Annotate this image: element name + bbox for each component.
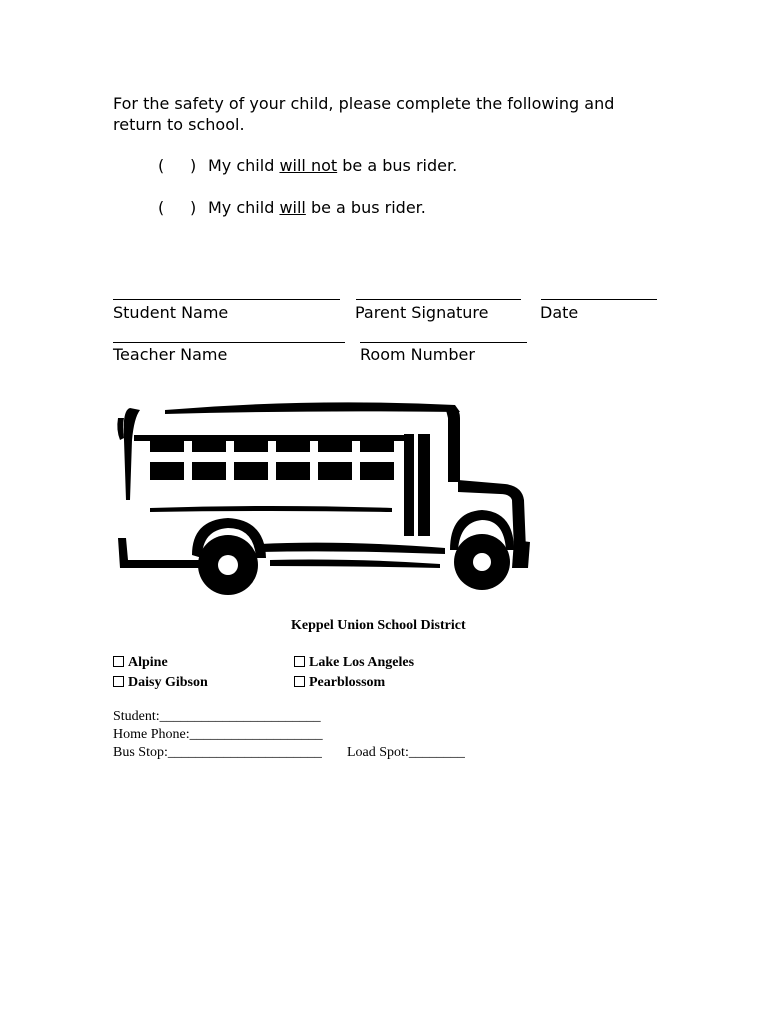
option-emphasis: will: [279, 198, 306, 217]
school-option-pearblossom[interactable]: [294, 675, 385, 691]
checkbox-icon[interactable]: [113, 676, 124, 687]
option-suffix: be a bus rider.: [305, 198, 426, 217]
teacher-name-line[interactable]: [113, 342, 345, 343]
date-label: Date: [540, 303, 579, 322]
student-name-line[interactable]: [113, 299, 340, 300]
student-name-label: Student Name: [113, 303, 229, 322]
date-line[interactable]: [541, 299, 657, 300]
intro-text: For the safety of your child, please complete the following and return to school.: [113, 94, 615, 134]
school-option-daisy-gibson[interactable]: [113, 675, 208, 691]
option-prefix: My child: [208, 156, 280, 175]
option-label: [208, 156, 457, 175]
option-close-paren: ): [190, 198, 197, 217]
option-emphasis: will not: [279, 156, 338, 175]
bus-stop-field[interactable]: Bus Stop:______________________: [113, 745, 322, 760]
student-field[interactable]: Student:_______________________: [113, 709, 321, 724]
room-number-label: Room Number: [360, 345, 475, 364]
room-number-line[interactable]: [360, 342, 527, 343]
load-spot-field[interactable]: Load Spot:________: [347, 745, 465, 760]
parent-signature-line[interactable]: [356, 299, 521, 300]
home-phone-field[interactable]: Home Phone:___________________: [113, 727, 323, 742]
option-open-paren: (: [158, 156, 165, 175]
school-label: Pearblossom: [309, 675, 386, 690]
school-label: Alpine: [128, 655, 168, 670]
school-bus-icon: [110, 400, 535, 605]
checkbox-icon[interactable]: [113, 656, 124, 667]
option-open-paren: (: [158, 198, 165, 217]
option-close-paren: ): [190, 156, 197, 175]
district-name: Keppel Union School District: [291, 618, 466, 633]
teacher-name-label: Teacher Name: [113, 345, 228, 364]
parent-signature-label: Parent Signature: [355, 303, 489, 322]
school-option-lake-los-angeles[interactable]: [294, 655, 414, 671]
option-prefix: My child: [208, 198, 280, 217]
option-suffix: be a bus rider.: [337, 156, 458, 175]
school-option-alpine[interactable]: [113, 655, 168, 671]
option-label: [208, 198, 426, 217]
school-label: Daisy Gibson: [128, 675, 208, 690]
school-label: Lake Los Angeles: [309, 655, 415, 670]
checkbox-icon[interactable]: [294, 656, 305, 667]
checkbox-icon[interactable]: [294, 676, 305, 687]
